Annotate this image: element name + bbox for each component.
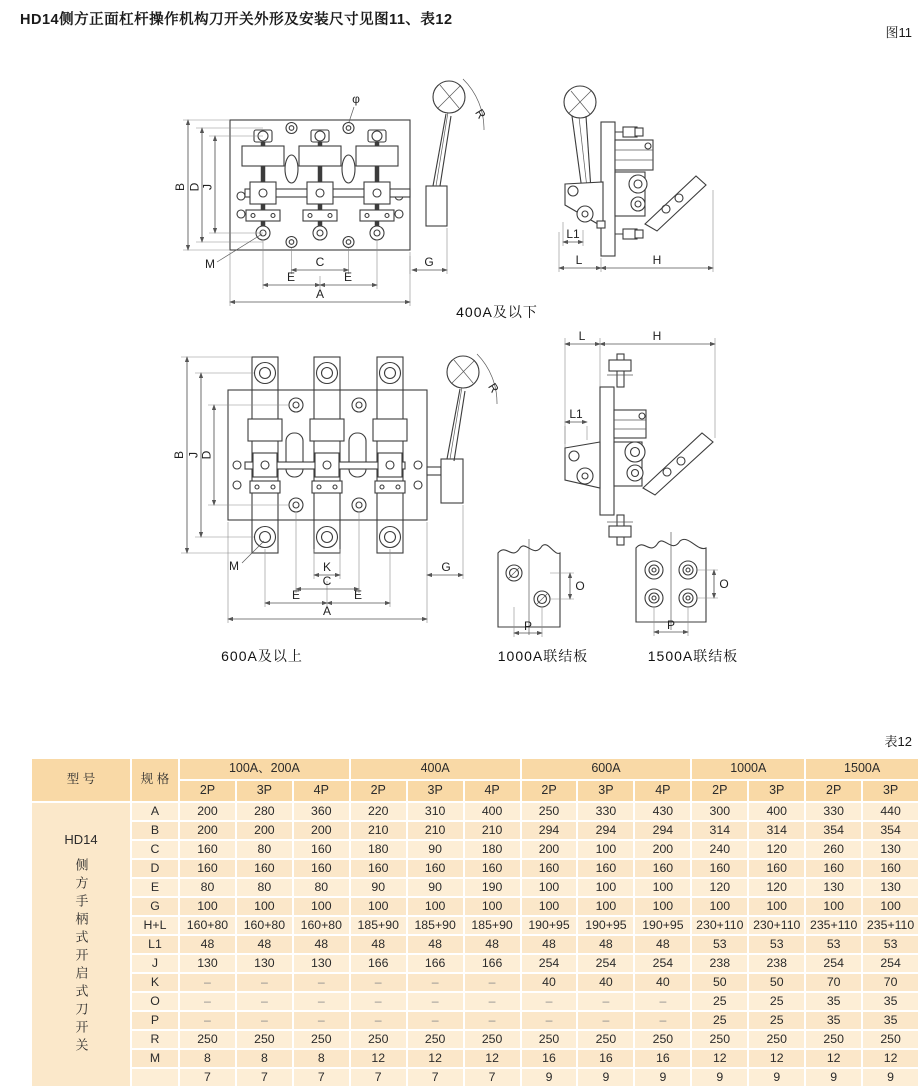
dim-cell: 70	[805, 973, 862, 992]
dim-label-r-600: R	[485, 380, 502, 396]
dim-cell: –	[293, 1011, 350, 1030]
dim-cell: 12	[350, 1049, 407, 1068]
dim-cell: 100	[748, 897, 805, 916]
dim-cell: 160	[691, 859, 748, 878]
dim-cell: 130	[805, 878, 862, 897]
dim-cell: 160	[862, 859, 919, 878]
dim-cell: 210	[464, 821, 521, 840]
dim-cell: 314	[691, 821, 748, 840]
dim-cell: –	[634, 1011, 691, 1030]
table-row	[31, 1068, 919, 1087]
table-row	[31, 954, 919, 973]
dim-cell: 9	[805, 1068, 862, 1087]
dim-cell: 35	[862, 992, 919, 1011]
table-row	[31, 859, 919, 878]
dim-cell: 35	[862, 1011, 919, 1030]
dim-cell: 16	[577, 1049, 634, 1068]
dim-cell: 90	[350, 878, 407, 897]
dim-cell: 180	[464, 840, 521, 859]
table-row	[31, 916, 919, 935]
dim-cell: 360	[293, 802, 350, 821]
header-pole-2-1: 3P	[577, 780, 634, 802]
dim-cell: 100	[407, 897, 464, 916]
dim-cell: 250	[179, 1030, 236, 1049]
dim-cell: 35	[805, 992, 862, 1011]
row-label: H+L	[131, 916, 179, 935]
dim-cell: 185+90	[350, 916, 407, 935]
dim-cell: 50	[691, 973, 748, 992]
dim-cell: 12	[407, 1049, 464, 1068]
dim-cell: 166	[464, 954, 521, 973]
dim-cell: 100	[521, 878, 578, 897]
dim-cell: 190+95	[521, 916, 578, 935]
dim-cell: 250	[350, 1030, 407, 1049]
dim-label-d-600: D	[199, 450, 214, 460]
dim-cell: 53	[805, 935, 862, 954]
dim-cell: 100	[577, 897, 634, 916]
page-title: HD14侧方正面杠杆操作机构刀开关外形及安装尺寸见图11、表12	[20, 12, 453, 28]
dim-cell: 160	[521, 859, 578, 878]
dim-cell: 100	[293, 897, 350, 916]
row-label: K	[131, 973, 179, 992]
dim-cell: –	[236, 1011, 293, 1030]
table-row	[31, 1030, 919, 1049]
dim-cell: 254	[521, 954, 578, 973]
dim-label-r-400: R	[472, 106, 489, 122]
dim-cell: 100	[577, 840, 634, 859]
dim-cell: 330	[577, 802, 634, 821]
model-name: HD14	[64, 832, 98, 848]
dim-cell: 80	[236, 878, 293, 897]
dim-cell: 130	[236, 954, 293, 973]
dim-cell: 100	[634, 897, 691, 916]
dim-label-a-400: A	[315, 287, 325, 301]
dim-cell: 9	[748, 1068, 805, 1087]
dim-cell: 260	[805, 840, 862, 859]
header-group-3: 1000A	[691, 758, 805, 780]
dim-cell: –	[350, 992, 407, 1011]
dim-cell: –	[464, 1011, 521, 1030]
dim-cell: 200	[179, 802, 236, 821]
dim-cell: 100	[577, 878, 634, 897]
dim-cell: 185+90	[464, 916, 521, 935]
dim-cell: 25	[748, 992, 805, 1011]
dim-cell: 238	[691, 954, 748, 973]
dim-cell: 294	[577, 821, 634, 840]
dim-cell: 7	[464, 1068, 521, 1087]
dim-cell: 48	[407, 935, 464, 954]
dim-cell: 53	[748, 935, 805, 954]
dimensions-table	[30, 757, 920, 1087]
dim-cell: 12	[862, 1049, 919, 1068]
row-label: E	[131, 878, 179, 897]
dim-cell: –	[407, 992, 464, 1011]
dim-cell: 48	[577, 935, 634, 954]
dim-label-m-600: M	[229, 559, 239, 573]
dim-cell: 200	[521, 840, 578, 859]
dim-cell: 12	[805, 1049, 862, 1068]
dim-cell: 9	[577, 1068, 634, 1087]
dim-cell: 254	[634, 954, 691, 973]
dim-cell: 35	[805, 1011, 862, 1030]
dim-cell: 25	[748, 1011, 805, 1030]
dim-cell: 190+95	[577, 916, 634, 935]
dim-cell: 210	[350, 821, 407, 840]
header-pole-4-1: 3P	[862, 780, 919, 802]
row-label: G	[131, 897, 179, 916]
dim-label-o-1500: O	[719, 577, 729, 591]
dim-cell: 210	[407, 821, 464, 840]
row-label: B	[131, 821, 179, 840]
table-head	[31, 758, 919, 802]
model-cell	[31, 802, 131, 1087]
header-pole-3-1: 3P	[748, 780, 805, 802]
dim-cell: –	[521, 1011, 578, 1030]
header-pole-0-2: 4P	[293, 780, 350, 802]
dim-cell: 120	[748, 878, 805, 897]
dim-cell: 160	[236, 859, 293, 878]
dim-cell: 254	[577, 954, 634, 973]
dim-cell: –	[179, 992, 236, 1011]
table-row	[31, 878, 919, 897]
row-label: O	[131, 992, 179, 1011]
dim-cell: 254	[805, 954, 862, 973]
dim-label-e2-400: E	[343, 270, 353, 284]
caption-1500a: 1500A联结板	[647, 648, 739, 664]
drawing-side-400a	[545, 72, 765, 302]
dim-cell: 300	[691, 802, 748, 821]
dim-cell: 16	[634, 1049, 691, 1068]
dim-label-g-400: G	[424, 255, 434, 269]
dim-cell: 48	[521, 935, 578, 954]
dim-cell: –	[521, 992, 578, 1011]
header-model: 型 号	[31, 758, 131, 802]
dim-cell: 50	[748, 973, 805, 992]
table-body	[31, 802, 919, 1087]
dim-cell: 250	[691, 1030, 748, 1049]
table-row	[31, 802, 919, 821]
drawing-plate-1500a	[618, 530, 733, 640]
dim-cell: 250	[521, 1030, 578, 1049]
dim-cell: 40	[634, 973, 691, 992]
dim-cell: 100	[350, 897, 407, 916]
dim-label-l1-400: L1	[566, 227, 580, 241]
header-group-2: 600A	[521, 758, 692, 780]
dim-cell: 330	[805, 802, 862, 821]
dim-cell: 310	[407, 802, 464, 821]
table-row	[31, 973, 919, 992]
dim-cell: 160+80	[293, 916, 350, 935]
dim-cell: 250	[634, 1030, 691, 1049]
dim-label-h-400: H	[652, 253, 662, 267]
dim-cell: 235+110	[805, 916, 862, 935]
dim-cell: 400	[464, 802, 521, 821]
dim-label-e1-600: E	[291, 588, 301, 602]
drawing-front-400a	[150, 70, 550, 330]
dim-cell: 48	[464, 935, 521, 954]
dim-cell: 80	[179, 878, 236, 897]
dim-cell: 160+80	[179, 916, 236, 935]
dim-cell: 280	[236, 802, 293, 821]
dim-cell: 100	[521, 897, 578, 916]
dim-cell: 160+80	[236, 916, 293, 935]
row-label: L1	[131, 935, 179, 954]
dim-cell: 160	[407, 859, 464, 878]
dim-cell: 120	[691, 878, 748, 897]
dim-cell: 8	[236, 1049, 293, 1068]
dim-label-o-1000: O	[575, 579, 585, 593]
dim-cell: 40	[577, 973, 634, 992]
dim-label-h-600: H	[652, 329, 662, 343]
dim-cell: 100	[634, 878, 691, 897]
table-row	[31, 1049, 919, 1068]
dim-label-m-400: M	[205, 257, 215, 271]
dim-cell: 80	[236, 840, 293, 859]
dim-cell: 250	[293, 1030, 350, 1049]
dim-cell: 100	[236, 897, 293, 916]
header-pole-1-1: 3P	[407, 780, 464, 802]
dim-cell: 90	[407, 840, 464, 859]
dim-cell: 250	[236, 1030, 293, 1049]
dim-cell: 250	[748, 1030, 805, 1049]
dim-cell: 220	[350, 802, 407, 821]
dim-cell: 160	[748, 859, 805, 878]
dim-cell: 9	[634, 1068, 691, 1087]
dim-cell: –	[407, 1011, 464, 1030]
dim-label-c-600: C	[322, 574, 332, 588]
row-label	[131, 1068, 179, 1087]
dim-cell: 230+110	[691, 916, 748, 935]
dim-cell: –	[293, 992, 350, 1011]
dim-cell: 100	[862, 897, 919, 916]
dim-cell: 48	[350, 935, 407, 954]
dim-cell: 314	[748, 821, 805, 840]
dim-cell: 48	[179, 935, 236, 954]
dim-cell: 7	[236, 1068, 293, 1087]
dim-cell: 130	[862, 878, 919, 897]
dim-cell: 238	[748, 954, 805, 973]
row-label: M	[131, 1049, 179, 1068]
dim-cell: –	[407, 973, 464, 992]
dim-cell: 254	[862, 954, 919, 973]
dim-cell: 354	[805, 821, 862, 840]
dim-cell: 190+95	[634, 916, 691, 935]
dim-cell: 48	[634, 935, 691, 954]
dim-cell: –	[634, 992, 691, 1011]
dim-cell: 8	[293, 1049, 350, 1068]
dim-cell: –	[464, 973, 521, 992]
dim-cell: 7	[179, 1068, 236, 1087]
dim-cell: 230+110	[748, 916, 805, 935]
table-row	[31, 840, 919, 859]
dim-cell: 53	[691, 935, 748, 954]
dim-cell: 250	[862, 1030, 919, 1049]
header-pole-0-0: 2P	[179, 780, 236, 802]
header-pole-2-0: 2P	[521, 780, 578, 802]
caption-400a: 400A及以下	[456, 304, 538, 320]
dim-cell: 400	[748, 802, 805, 821]
row-label: P	[131, 1011, 179, 1030]
dim-cell: 53	[862, 935, 919, 954]
table-row	[31, 1011, 919, 1030]
caption-1000a: 1000A联结板	[497, 648, 589, 664]
dim-cell: 130	[179, 954, 236, 973]
dim-cell: 130	[293, 954, 350, 973]
dim-label-a-600: A	[322, 604, 332, 618]
header-pole-1-0: 2P	[350, 780, 407, 802]
dim-cell: –	[179, 1011, 236, 1030]
dim-cell: 160	[293, 859, 350, 878]
dim-cell: 7	[350, 1068, 407, 1087]
dim-cell: 7	[293, 1068, 350, 1087]
dim-label-b-600: B	[172, 450, 186, 460]
dim-cell: 100	[464, 897, 521, 916]
dim-cell: 7	[407, 1068, 464, 1087]
dim-cell: –	[350, 973, 407, 992]
dim-cell: 25	[691, 1011, 748, 1030]
caption-600a: 600A及以上	[221, 648, 303, 664]
dim-cell: 160	[179, 859, 236, 878]
dim-cell: 12	[748, 1049, 805, 1068]
row-label: C	[131, 840, 179, 859]
table-row	[31, 935, 919, 954]
dim-cell: 180	[350, 840, 407, 859]
header-group-1: 400A	[350, 758, 521, 780]
table-row	[31, 897, 919, 916]
dim-cell: 8	[179, 1049, 236, 1068]
dim-cell: –	[293, 973, 350, 992]
dim-cell: –	[236, 992, 293, 1011]
dim-label-b-400: B	[173, 182, 187, 192]
row-label: J	[131, 954, 179, 973]
table-row	[31, 821, 919, 840]
dim-label-g-600: G	[441, 560, 451, 574]
dim-cell: 160	[350, 859, 407, 878]
dim-cell: –	[350, 1011, 407, 1030]
dim-cell: –	[236, 973, 293, 992]
header-pole-2-2: 4P	[634, 780, 691, 802]
dim-cell: 48	[293, 935, 350, 954]
dim-cell: 235+110	[862, 916, 919, 935]
dim-label-p-1500: P	[666, 618, 676, 632]
header-pole-4-0: 2P	[805, 780, 862, 802]
dim-cell: 12	[691, 1049, 748, 1068]
row-label: A	[131, 802, 179, 821]
dim-cell: 250	[521, 802, 578, 821]
dim-cell: 250	[577, 1030, 634, 1049]
dim-cell: 12	[464, 1049, 521, 1068]
table-row	[31, 992, 919, 1011]
dim-cell: 40	[521, 973, 578, 992]
header-pole-1-2: 4P	[464, 780, 521, 802]
dim-cell: 200	[293, 821, 350, 840]
dim-cell: 250	[407, 1030, 464, 1049]
dim-label-e2-600: E	[353, 588, 363, 602]
dim-label-l-600: L	[578, 329, 586, 343]
dim-cell: 354	[862, 821, 919, 840]
dim-label-c-400: C	[315, 255, 325, 269]
header-pole-0-1: 3P	[236, 780, 293, 802]
dim-label-j-400: J	[200, 184, 215, 190]
dim-label-j-600: J	[186, 452, 201, 458]
model-description: 侧方手柄式开启式刀开关	[73, 857, 89, 1056]
dim-cell: 9	[691, 1068, 748, 1087]
dim-cell: 9	[862, 1068, 919, 1087]
dim-label-l-400: L	[575, 253, 583, 267]
dim-cell: 70	[862, 973, 919, 992]
dim-cell: 166	[407, 954, 464, 973]
dim-cell: –	[577, 1011, 634, 1030]
dim-cell: –	[577, 992, 634, 1011]
row-label: D	[131, 859, 179, 878]
dim-cell: 160	[634, 859, 691, 878]
header-spec: 规 格	[131, 758, 179, 802]
dim-cell: 240	[691, 840, 748, 859]
header-group-4: 1500A	[805, 758, 919, 780]
dim-cell: 185+90	[407, 916, 464, 935]
dim-cell: 25	[691, 992, 748, 1011]
dim-cell: 90	[407, 878, 464, 897]
dim-cell: 80	[293, 878, 350, 897]
dim-cell: 250	[464, 1030, 521, 1049]
dim-cell: 9	[521, 1068, 578, 1087]
dim-cell: 294	[634, 821, 691, 840]
row-label: R	[131, 1030, 179, 1049]
dim-cell: –	[179, 973, 236, 992]
header-group-0: 100A、200A	[179, 758, 350, 780]
dim-cell: 200	[236, 821, 293, 840]
dim-cell: 48	[236, 935, 293, 954]
dim-cell: 100	[805, 897, 862, 916]
dim-cell: 190	[464, 878, 521, 897]
dim-cell: 160	[464, 859, 521, 878]
dim-cell: 100	[691, 897, 748, 916]
figure-ref-label: 图11	[885, 25, 912, 40]
dim-label-k-600: K	[322, 560, 332, 574]
dim-cell: 160	[293, 840, 350, 859]
dim-label-l1-600: L1	[569, 407, 583, 421]
dim-cell: 430	[634, 802, 691, 821]
dim-cell: 160	[805, 859, 862, 878]
dim-label-e1-400: E	[286, 270, 296, 284]
dim-cell: 200	[179, 821, 236, 840]
dim-cell: 130	[862, 840, 919, 859]
dim-cell: 200	[634, 840, 691, 859]
dim-cell: 166	[350, 954, 407, 973]
table-ref-label: 表12	[884, 734, 912, 749]
dim-label-phi: φ	[352, 92, 360, 106]
dim-cell: 294	[521, 821, 578, 840]
drawing-plate-1000a	[488, 535, 588, 640]
dim-cell: 440	[862, 802, 919, 821]
dim-cell: –	[464, 992, 521, 1011]
dim-cell: 250	[805, 1030, 862, 1049]
header-pole-3-0: 2P	[691, 780, 748, 802]
dim-cell: 160	[577, 859, 634, 878]
dim-cell: 160	[179, 840, 236, 859]
dim-label-p-1000: P	[523, 619, 533, 633]
dim-cell: 100	[179, 897, 236, 916]
dim-cell: 120	[748, 840, 805, 859]
dim-cell: 16	[521, 1049, 578, 1068]
dim-label-d-400: D	[187, 182, 202, 192]
